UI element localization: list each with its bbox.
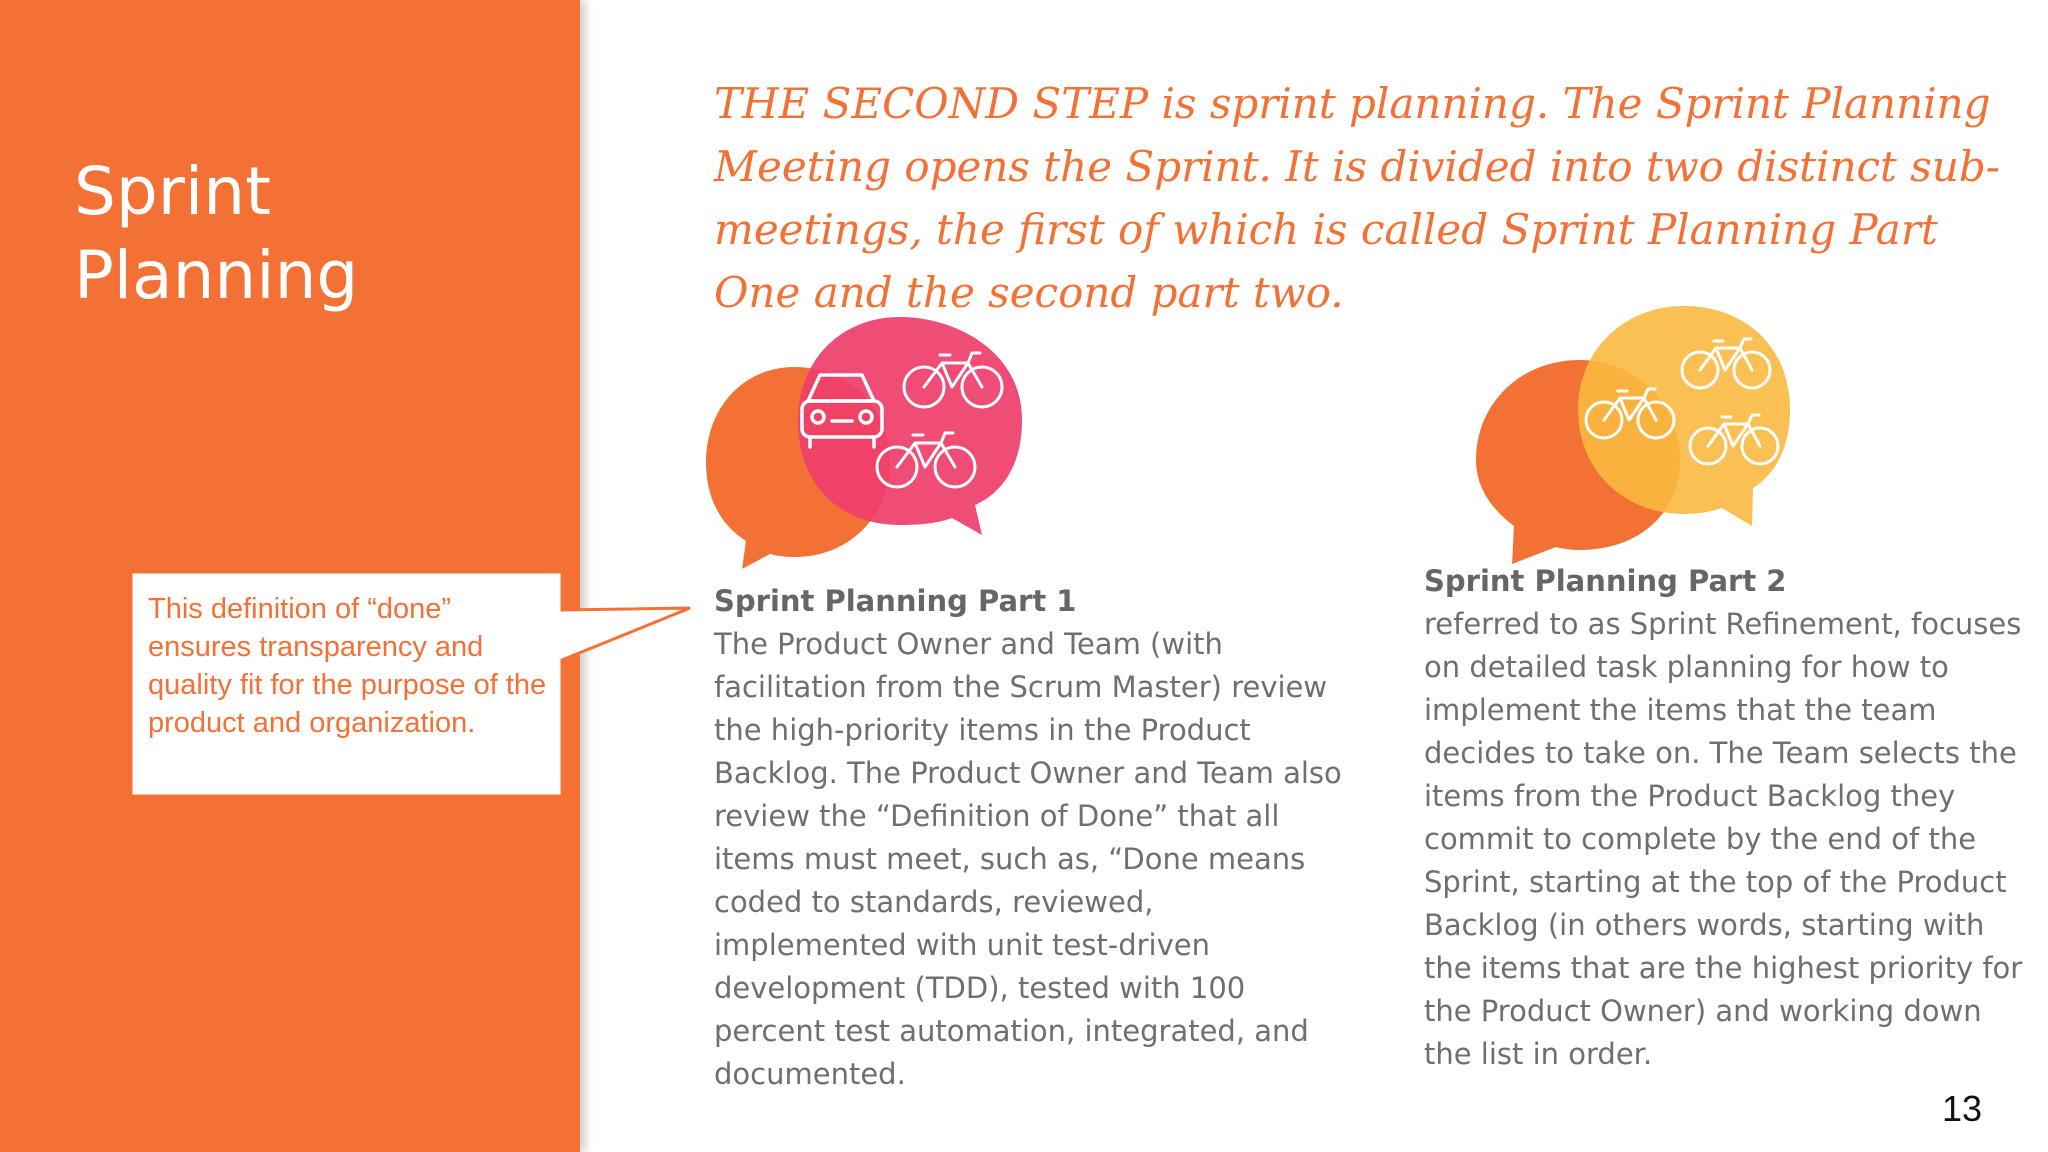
- part-2-body: referred to as Sprint Refinement, focuses on detailed task planning for how to implement the items that the team decides to take on. The Team selects the items from the Product Backlog they commit to complete by the end of the Sprint, starting at the top of the Product Backlog (in others words, starting with the items that are the highest priority for the Product Owner) and working down the list in order.: [1424, 607, 2023, 1071]
- lead-paragraph: THE SECOND STEP is sprint planning. The Sprint Planning Meeting opens the Sprint. It is divided into two distinct sub-meetings, the first of which is called Sprint Planning Part One and the second part two.: [714, 79, 2000, 317]
- part-1-body: The Product Owner and Team (with facilitation from the Scrum Master) review the high-priority items in the Product Backlog. The Product Owner and Team also review the “Definition of Done” that all items must meet, such as, “Done means coded to standards, reviewed, implemented with unit test-driven development (TDD), tested with 100 percent test automation, integrated, and documented.: [714, 627, 1342, 1091]
- page-number: 13: [1941, 1088, 1982, 1129]
- slide-title: Sprint Planning: [74, 153, 359, 314]
- sprint-planning-part-2: [1424, 560, 2034, 1076]
- part-2-heading: Sprint Planning Part 2: [1424, 564, 1787, 598]
- sprint-planning-part-1: [714, 580, 1354, 1096]
- callout-text: This definition of “done” ensures transparency and quality fit for the purpose of the product and organization.: [148, 593, 547, 739]
- part-1-heading: Sprint Planning Part 1: [714, 584, 1077, 618]
- speech-bubbles-illustration-2: [1468, 300, 1808, 570]
- speech-bubbles-illustration-1: [690, 305, 1030, 575]
